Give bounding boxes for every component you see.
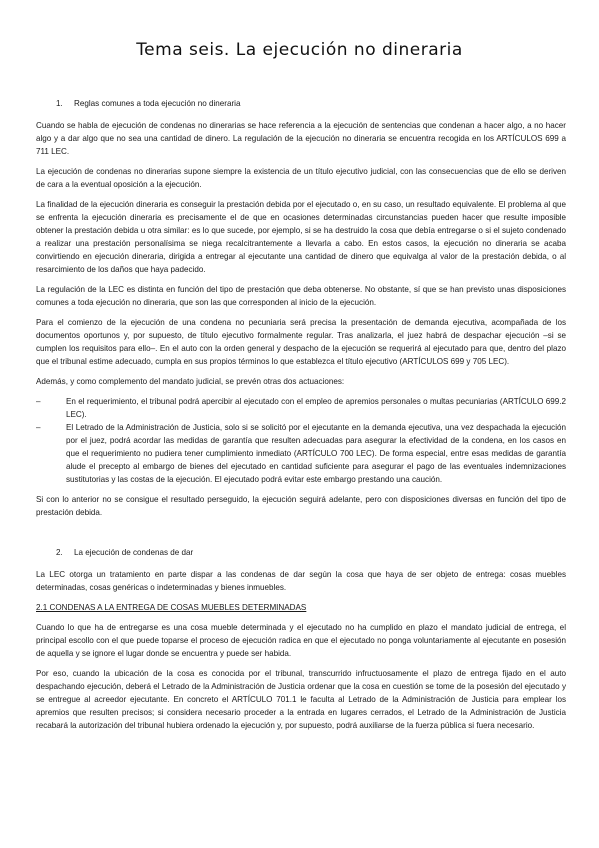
paragraph: Cuando se habla de ejecución de condenas no dinerarias se hace referencia a la ejecución de sentencias que condenan a hacer algo, a no hacer algo y a dar algo que no sea una cantidad de dinero. La regulación de la ejecución no dineraria se encuentra recogida en los ARTÍCULOS 699 a 711 LEC. (36, 121, 566, 156)
paragraph: Si con lo anterior no se consigue el resultado perseguido, la ejecución seguirá adelante, pero con disposiciones diversas en función del tipo de prestación debida. (36, 495, 566, 517)
document-body (36, 97, 566, 739)
section-2-heading (36, 546, 566, 559)
paragraph: La finalidad de la ejecución dineraria es conseguir la prestación debida por el ejecutado o, en su caso, un resultado equivalente. El problema al que se enfrenta la ejecución dineraria es precisamente el de que en ocasiones determinadas circunstancias pueden hacer que resulte imposible obtener la prestación debida u otra similar: es lo que sucede, por ejemplo, si se ha destruido la cosa que debía entregarse o si el sujeto condenado a realizar una prestación personalísima se niega recalcitrantemente a llevarla a cabo. En estos casos, la ejecución no dineraria se acaba convirtiendo en ejecución dineraria, dirigida a entregar al ejecutante una cantidad de dinero que equivalga al valor de la prestación debida, o al resarcimiento de los daños que haya padecido. (36, 200, 566, 274)
paragraph: Por eso, cuando la ubicación de la cosa es conocida por el tribunal, transcurrido infructuosamente el plazo de entrega fijado en el auto despachando ejecución, deberá el Letrado de la Administración de Justicia ordenar que la cosa en cuestión se tome de la posesión del ejecutado y se entregue al acreedor ejecutante. En concreto el ARTÍCULO 701.1 le faculta al Letrado de la Administración de Justicia para emplear los apremios que resulten precisos; si considera necesario proceder a la entrada en lugares cerrados, el Letrado de la Administración de Justicia recabará la autorización del tribunal hubiera ordenado la ejecución y, por supuesto, podrá auxiliarse de la fuerza pública si fuera necesario. (36, 669, 566, 730)
bullet-text: En el requerimiento, el tribunal podrá apercibir al ejecutado con el empleo de apremios personales o multas pecuniarias (ARTÍCULO 699.2 LEC). (66, 397, 566, 419)
paragraph: La regulación de la LEC es distinta en función del tipo de prestación que deba obtenerse. No obstante, sí que se han previsto unas disposiciones comunes a toda ejecución no dineraria, que son las que corresponden al inicio de la ejecución. (36, 285, 566, 307)
bullet-marker: – (36, 397, 41, 406)
paragraph: Cuando lo que ha de entregarse es una cosa mueble determinada y el ejecutado no ha cumplido en plazo el mandato judicial de entrega, el principal escollo con el que puede toparse el proceso de ejecución radica en que el ejecutado no ponga voluntariamente al ejecutante en posesión de aquella y se ignore el lugar donde se encuentra y puede ser habida. (36, 623, 566, 658)
section-2-title: La ejecución de condenas de dar (74, 548, 194, 557)
bullet-marker: – (36, 423, 41, 432)
bullet-text: El Letrado de la Administración de Justicia, solo si se solicitó por el ejecutante en la demanda ejecutiva, una vez despachada la ejecución por el juez, podrá acordar las medidas de garantía que resulten adecuadas para asegurar la efectividad de la condena, en los casos en que el requerimiento no pudiera tener cumplimiento inmediato (ARTÍCULO 700 LEC). De forma especial, entre esas medidas de garantía alude el precepto al embargo de bienes del ejecutado en cantidad suficiente para asegurar el pago de las eventuales indemnizaciones sustitutorias y las costas de la ejecución. El ejecutado podrá evitar este embargo prestando una caución. (66, 423, 566, 484)
bullet-item (36, 395, 566, 421)
paragraph: Para el comienzo de la ejecución de una condena no pecuniaria será precisa la presentación de demanda ejecutiva, acompañada de los documentos oportunos y, por supuesto, de título ejecutivo formalmente regular. Tras analizarla, el juez habrá de despachar ejecución –si se cumplen los requisitos para ello–. En el auto con la orden general y despacho de la ejecución se requerirá al ejecutado para que, dentro del plazo que el tribunal estime adecuado, cumpla en sus propios términos lo que establezca el título ejecutivo (ARTÍCULOS 699 y 705 LEC). (36, 318, 566, 366)
subsection-heading: 2.1 CONDENAS A LA ENTREGA DE COSAS MUEBLES DETERMINADAS (36, 603, 307, 612)
page-title: Tema seis. La ejecución no dineraria (136, 40, 463, 60)
section-1-number: 1. (56, 99, 63, 108)
section-2-number: 2. (56, 548, 63, 557)
section-1-title: Reglas comunes a toda ejecución no dineraria (74, 99, 241, 108)
section-spacer (36, 526, 566, 546)
paragraph: La LEC otorga un tratamiento en parte dispar a las condenas de dar según la cosa que haya de ser objeto de entrega: cosas muebles determinadas, cosas genéricas o indeterminadas y bienes inmuebles. (36, 570, 566, 592)
paragraph: Además, y como complemento del mandato judicial, se prevén otras dos actuaciones: (36, 377, 345, 386)
paragraph: La ejecución de condenas no dinerarias supone siempre la existencia de un título ejecutivo judicial, con las consecuencias que de ello se deriven de cara a la eventual oposición a la ejecución. (36, 167, 566, 189)
section-1-heading (36, 97, 566, 110)
bullet-list (36, 395, 566, 486)
bullet-item (36, 421, 566, 486)
